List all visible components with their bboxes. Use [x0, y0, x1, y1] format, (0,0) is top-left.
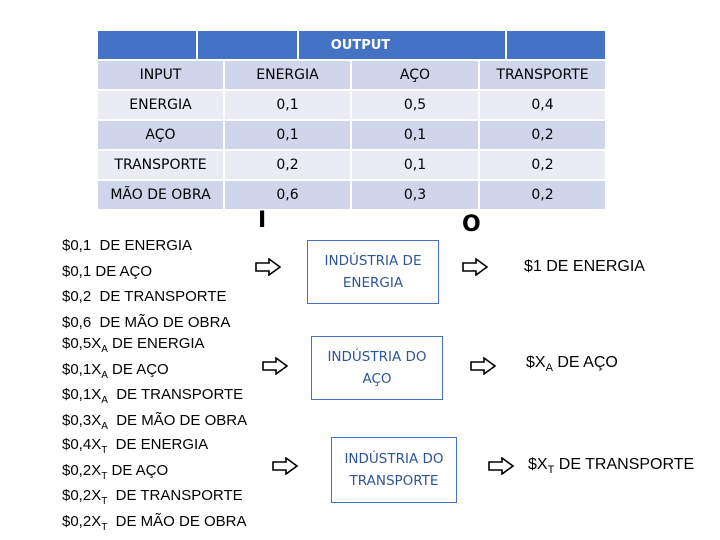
header-empty-cell	[197, 30, 297, 60]
table-cell: 0,2	[479, 180, 606, 210]
industry-box-transporte: INDÚSTRIA DO TRANSPORTE	[331, 437, 457, 503]
input-line: $0,1 DE ENERGIA	[62, 237, 193, 254]
table-top-header	[97, 30, 606, 60]
arrow-right-icon	[255, 258, 281, 276]
table-row	[97, 150, 606, 180]
table-cell: 0,2	[479, 120, 606, 150]
table-cell: 0,1	[224, 120, 351, 150]
output-aco: $\$X_A$ DE AÇO	[526, 354, 618, 375]
output-energia: $1 DE ENERGIA	[524, 258, 645, 275]
arrow-right-icon	[262, 357, 288, 375]
input-output-table	[97, 30, 606, 210]
table-cell: 0,1	[224, 90, 351, 120]
table-cell: 0,5	[351, 90, 479, 120]
input-line: $0,2 DE TRANSPORTE	[62, 288, 227, 305]
input-line: $\$0,5X_A$ DE ENERGIA	[62, 335, 205, 355]
input-line: $\$0,2X_T$ DE AÇO	[62, 461, 169, 482]
industry-box-energia: INDÚSTRIA DE ENERGIA	[307, 240, 439, 304]
table-row	[97, 180, 606, 210]
row-label: TRANSPORTE	[97, 150, 224, 180]
arrow-right-icon	[488, 457, 514, 475]
header-empty-cell	[506, 30, 606, 60]
output-transporte: $\$X_T$ DE TRANSPORTE	[528, 456, 695, 477]
arrow-right-icon	[470, 357, 496, 375]
table-cell: 0,2	[224, 150, 351, 180]
table-cell: 0,1	[351, 120, 479, 150]
industry-box-aco: INDÚSTRIA DO AÇO	[311, 336, 443, 400]
table-cell: 0,1	[351, 150, 479, 180]
energia-inputs	[62, 236, 230, 338]
input-line: $\$0,2X_T$ DE TRANSPORTE	[62, 487, 243, 507]
input-line: $0,6 DE MÃO DE OBRA	[62, 313, 231, 331]
table-row	[97, 120, 606, 150]
row-label: ENERGIA	[97, 90, 224, 120]
table-cell: 0,6	[224, 180, 351, 210]
input-line: $\$0,1X_A$ DE TRANSPORTE	[62, 386, 244, 406]
header-empty-cell	[97, 30, 197, 60]
column-header: ENERGIA	[224, 60, 351, 90]
aco-inputs	[62, 334, 247, 436]
column-header: INPUT	[97, 60, 224, 90]
table-cell: 0,2	[479, 150, 606, 180]
arrow-right-icon	[272, 457, 298, 475]
table-row	[97, 90, 606, 120]
input-line: $0,1 DE AÇO	[62, 262, 153, 280]
row-label: AÇO	[97, 120, 224, 150]
table-cell: 0,3	[351, 180, 479, 210]
row-label: MÃO DE OBRA	[97, 180, 224, 210]
output-label: OUTPUT	[330, 37, 391, 53]
column-header: AÇO	[351, 60, 479, 90]
arrow-right-icon	[462, 258, 488, 276]
input-line: $\$0,2X_T$ DE MÃO DE OBRA	[62, 512, 247, 533]
input-line: $\$0,4X_T$ DE ENERGIA	[62, 436, 209, 456]
input-line: $\$0,3X_A$ DE MÃO DE OBRA	[62, 411, 248, 432]
column-header: TRANSPORTE	[479, 60, 606, 90]
output-marker: O	[462, 212, 481, 237]
transporte-inputs	[62, 435, 247, 537]
table-header-row	[97, 60, 606, 90]
input-marker: I	[258, 208, 267, 233]
input-line: $\$0,1X_A$ DE AÇO	[62, 360, 169, 381]
header-output-cell	[298, 30, 506, 60]
table-cell: 0,4	[479, 90, 606, 120]
